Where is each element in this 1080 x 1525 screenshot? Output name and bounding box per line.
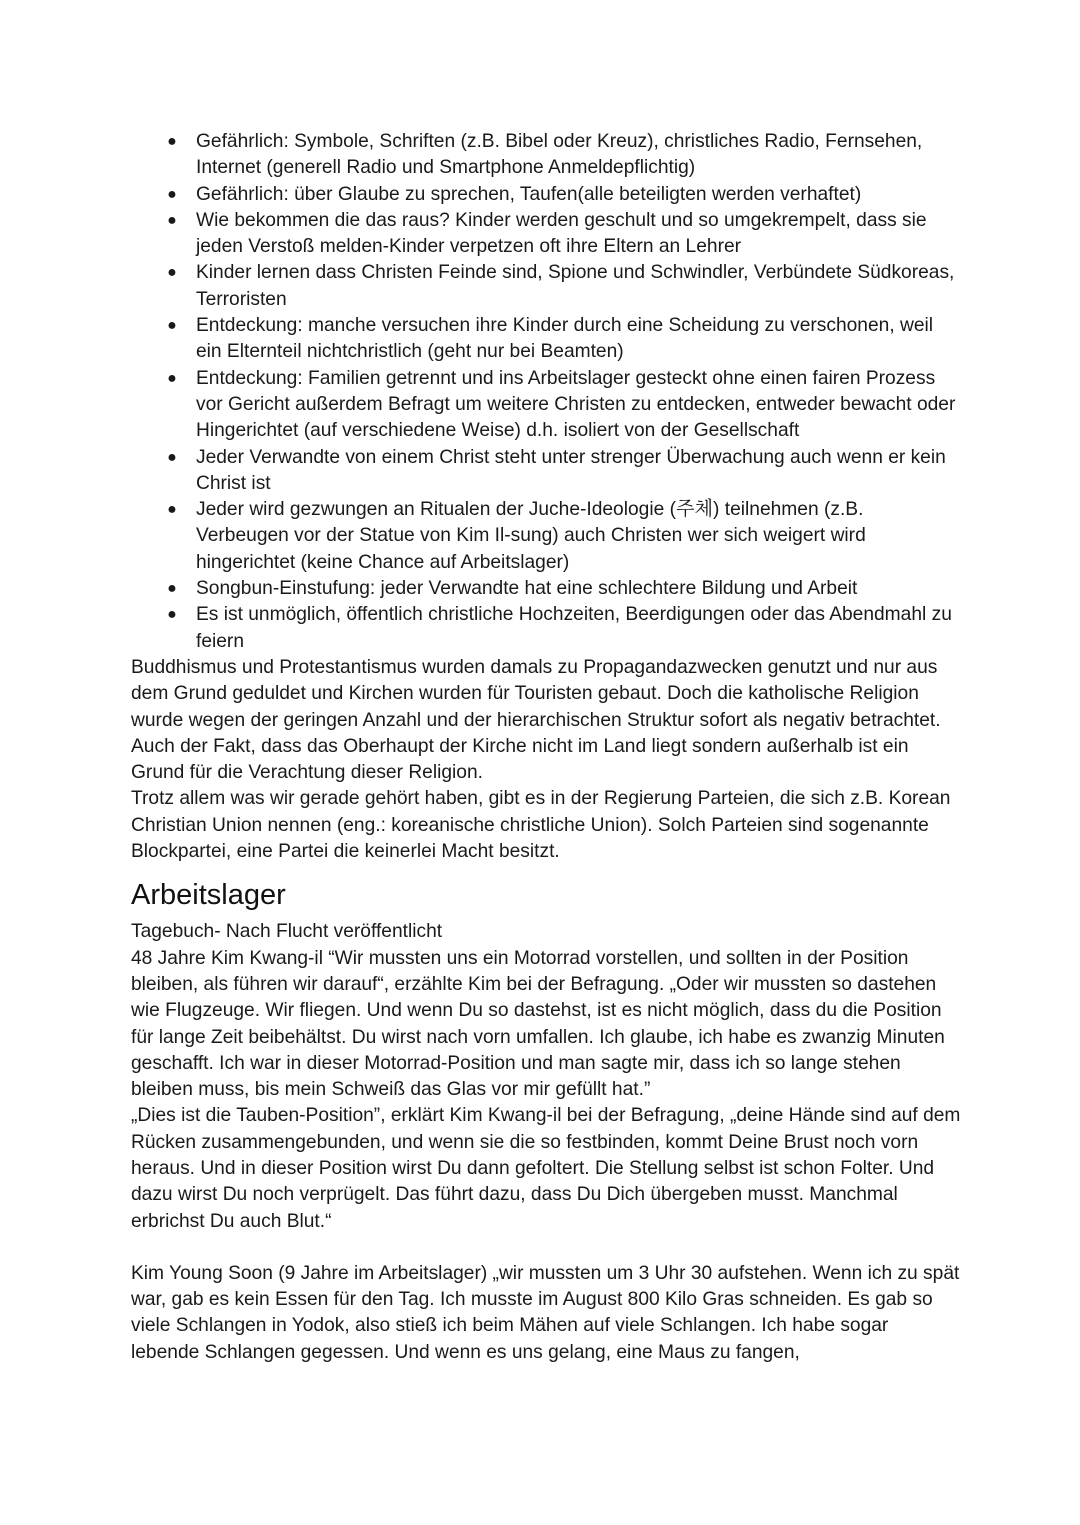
bullet-icon: ● [167,448,177,466]
bullet-icon: ● [167,264,177,282]
list-item-text: Entdeckung: Familien getrennt und ins Arbeitslager gesteckt ohne einen fairen Prozess vor Gericht außerdem Befragt um weitere Christen zu entdecken, entweder bewacht oder Hingerichtet (auf verschiedene Weise) d.h. isoliert von der Gesellschaft [196,367,956,442]
bullet-icon: ● [167,501,177,519]
paragraph-testimony-kim-young: Kim Young Soon (9 Jahre im Arbeitslager) „wir mussten um 3 Uhr 30 aufstehen. Wenn ich zu spät war, gab es kein Essen für den Tag. Ich musste im August 800 Kilo Gras schneiden. Es gab so viele Schlangen in Yodok, also stieß ich beim Mähen auf viele Schlangen. Ich habe sogar lebende Schlangen gegessen. Und wenn es uns gelang, eine Maus zu fangen, [131,1262,960,1363]
bullet-icon: ● [167,606,177,624]
document-page [131,129,961,1366]
paragraph-parties: Trotz allem was wir gerade gehört haben, gibt es in der Regierung Parteien, die sich z.B. Korean Christian Union nennen (eng.: koreanische christliche Union). Solch Parteien sind sogenannte Blockpartei, eine Partei die keinerlei Macht besitzt. [131,788,951,863]
list-item-text: Wie bekommen die das raus? Kinder werden geschult und so umgekrempelt, dass sie jeden Verstoß melden-Kinder verpetzen oft ihre Eltern an Lehrer [196,209,927,258]
bullet-icon: ● [167,185,177,203]
paragraph-testimony-kim-kwang-2: „Dies ist die Tauben-Position”, erklärt Kim Kwang-il bei der Befragung, „deine Hände sind auf dem Rücken zusammengebunden, und wenn sie die so festbinden, kommt Deine Brust noch vorn heraus. Und in dieser Position wirst Du dann gefoltert. Die Stellung selbst ist schon Folter. Und dazu wirst Du noch verprügelt. Das führt dazu, dass Du Dich übergeben musst. Manchmal erbrichst Du auch Blut.“ [131,1105,961,1232]
list-item [131,129,961,182]
bullet-icon: ● [167,317,177,335]
list-item [131,208,961,261]
list-item [131,445,961,498]
list-item [131,497,961,576]
list-item [131,576,961,602]
list-item [131,260,961,313]
list-item-text: Jeder wird gezwungen an Ritualen der Juche-Ideologie (주체) teilnehmen (z.B. Verbeugen vor der Statue von Kim Il-sung) auch Christen wer sich weigert wird hingerichtet (keine Chance auf Arbeitslager) [196,499,866,573]
list-item-text: Gefährlich: Symbole, Schriften (z.B. Bibel oder Kreuz), christliches Radio, Fernsehen, Internet (generell Radio und Smartphone Anmeldepflichtig) [196,131,923,179]
bullet-icon: ● [167,211,177,229]
paragraph-religion: Buddhismus und Protestantismus wurden damals zu Propagandazwecken genutzt und nur aus dem Grund geduldet und Kirchen wurden für Touristen gebaut. Doch die katholische Religion wurde wegen der geringen Anzahl und der hierarchischen Struktur sofort als negativ betrachtet. Auch der Fakt, dass das Oberhaupt der Kirche nicht im Land liegt sondern außerhalb ist ein Grund für die Verachtung dieser Religion. [131,656,941,784]
list-item-text: Songbun-Einstufung: jeder Verwandte hat eine schlechtere Bildung und Arbeit [196,578,858,600]
bullet-list [131,129,961,655]
bullet-icon: ● [167,580,177,598]
list-item-text: Kinder lernen dass Christen Feinde sind, Spione und Schwindler, Verbündete Südkoreas, Terroristen [196,262,955,310]
paragraph-gap [131,1235,961,1261]
bullet-icon: ● [167,133,177,150]
list-item-text: Entdeckung: manche versuchen ihre Kinder durch eine Scheidung zu verschonen, weil ein Elternteil nichtchristlich (geht nur bei Beamten) [196,315,934,363]
list-item-text: Gefährlich: über Glaube zu sprechen, Taufen(alle beteiligten werden verhaftet) [196,183,862,205]
list-item [131,366,961,445]
list-item [131,313,961,366]
list-item-text: Es ist unmöglich, öffentlich christliche Hochzeiten, Beerdigungen oder das Abendmahl zu feiern [196,604,952,652]
paragraph-testimony-kim-kwang-1: 48 Jahre Kim Kwang-il “Wir mussten uns ein Motorrad vorstellen, und sollten in der Position bleiben, als führen wir darauf“, erzählte Kim bei der Befragung. „Oder wir mussten so dastehen wie Flugzeuge. Wir fliegen. Und wenn Du so dastehst, ist es nicht möglich, dass du die Position für lange Zeit beibehältst. Du wirst nach vorn umfallen. Ich glaube, ich habe es zwanzig Minuten geschafft. Ich war in dieser Motorrad-Position und man sagte mir, dass ich so lange stehen bleiben muss, bis mein Schweiß das Glas vor mir gefüllt hat.” [131,947,945,1101]
bullet-icon: ● [167,369,177,387]
list-item [131,182,961,208]
paragraph-subline: Tagebuch- Nach Flucht veröffentlicht [131,921,443,943]
list-item-text: Jeder Verwandte von einem Christ steht unter strenger Überwachung auch wenn er kein Christ ist [196,446,946,494]
section-heading: Arbeitslager [131,879,286,912]
list-item [131,602,961,655]
